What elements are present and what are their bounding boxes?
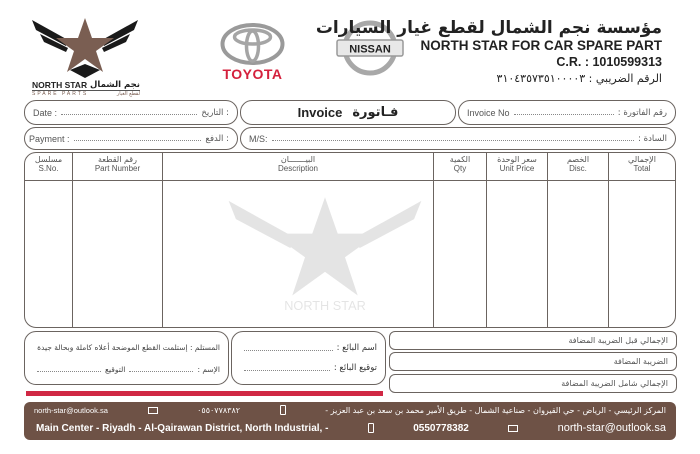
header-unit-price-en: Unit Price — [499, 163, 535, 173]
logo-brand-ar: نجم الشمال — [90, 80, 140, 90]
seller-name-line[interactable] — [244, 350, 333, 351]
header-total — [609, 153, 675, 181]
header-discount-en: Disc. — [569, 163, 587, 173]
footer-phone-ar: ٠٥٥٠٧٧٨٣٨٢ — [197, 405, 241, 415]
customer-ms-field[interactable] — [240, 127, 676, 150]
logo-sub-en: SPARE PARTS — [32, 91, 89, 97]
subtotal-field[interactable] — [389, 331, 677, 350]
company-info — [316, 18, 662, 85]
seller-signature-label: توقيع البائع : — [333, 363, 377, 373]
header-part-number-en: Part Number — [94, 163, 141, 173]
vat-field[interactable] — [389, 352, 677, 371]
mail-icon — [508, 425, 518, 432]
logo-sub-text — [32, 91, 140, 97]
ms-label-ar: السادة : — [638, 133, 667, 144]
receiver-box — [24, 331, 229, 385]
svg-text:NORTH STAR: NORTH STAR — [284, 298, 366, 310]
header-qty — [434, 153, 486, 181]
header-sno — [25, 153, 72, 181]
receiver-name-line[interactable] — [129, 371, 193, 372]
column-part-number[interactable] — [73, 153, 163, 327]
payment-dotted-line — [74, 140, 202, 141]
header-discount-ar: الخصم — [566, 155, 590, 164]
seller-signature-line[interactable] — [244, 370, 330, 371]
footer-bottom-row — [36, 422, 666, 434]
date-label-en: Date : — [33, 107, 58, 118]
date-field[interactable] — [24, 100, 238, 125]
column-qty[interactable] — [434, 153, 487, 327]
company-name-en: NORTH STAR FOR CAR SPARE PART — [420, 38, 662, 53]
header-total-en: Total — [633, 163, 651, 173]
header-qty-ar: الكمية — [449, 155, 471, 164]
footer-email-bottom[interactable]: north-star@outlook.sa — [557, 422, 666, 434]
footer-top-row — [34, 405, 666, 415]
footer-address-en: Main Center - Riyadh - Al-Qairawan District, North Industrial, - — [36, 422, 329, 434]
star-wings-icon — [30, 14, 140, 80]
commercial-registration: C.R. : 1010599313 — [556, 55, 662, 69]
north-star-logo — [30, 14, 140, 97]
receiver-name-label: الإسم : — [197, 364, 220, 374]
header-part-number-ar: رقم القطعة — [98, 155, 137, 164]
phone-icon — [280, 405, 286, 415]
footer-phone-en: 0550778382 — [413, 422, 469, 434]
mail-icon — [148, 407, 158, 414]
payment-label-ar: : الدفع — [205, 133, 229, 144]
header-unit-price — [487, 153, 547, 181]
seller-name-row[interactable] — [240, 343, 377, 353]
header-unit-price-ar: سعر الوحدة — [497, 155, 537, 164]
date-dotted-line — [61, 114, 197, 115]
invoice-title-en: Invoice — [297, 105, 343, 120]
invoice-no-label-ar: رقم الفاتورة : — [617, 107, 667, 118]
header-sno-ar: مسلسل — [34, 155, 63, 164]
column-total[interactable] — [609, 153, 675, 327]
toyota-emblem-icon — [215, 22, 290, 66]
footer-bar — [24, 402, 676, 440]
grand-total-field[interactable] — [389, 374, 677, 393]
seller-name-label: اسم البائع : — [336, 343, 377, 353]
toyota-logo — [215, 22, 290, 82]
ms-dotted-line — [272, 140, 635, 141]
subtotal-label: الإجمالي قبل الضريبة المضافة — [568, 336, 668, 345]
tax-number: الرقم الضريبي : ٣١٠٤٣٥٧٣٥١٠٠٠٠٣ — [496, 72, 662, 85]
invoice-title-ar: فـاتورة — [352, 105, 399, 120]
invoice-no-label-en: Invoice No — [467, 107, 510, 118]
column-unit-price[interactable] — [487, 153, 548, 327]
vat-label: الضريبة المضافة — [613, 357, 668, 366]
header-description-ar: البيـــــــان — [280, 155, 316, 164]
grand-total-label: الإجمالي شامل الضريبة المضافة — [561, 379, 668, 388]
phone-icon — [368, 423, 374, 433]
header-qty-en: Qty — [453, 163, 467, 173]
header-description — [163, 153, 433, 181]
invoice-no-dotted-line — [514, 114, 614, 115]
footer-email-top[interactable]: north-star@outlook.sa — [34, 405, 108, 415]
invoice-no-field[interactable] — [458, 100, 676, 125]
receiver-statement-row — [33, 343, 220, 352]
logo-brand-en: NORTH STAR — [32, 80, 88, 90]
logo-brand-text — [32, 80, 140, 91]
column-sno[interactable] — [25, 153, 73, 327]
date-label-ar: : التاريخ — [201, 107, 229, 118]
ms-label-en: M/S: — [249, 133, 268, 144]
payment-label-en: Payment : — [29, 133, 70, 144]
header-total-ar: الإجمالي — [628, 155, 656, 164]
header-description-en: Description — [277, 163, 318, 173]
toyota-wordmark: TOYOTA — [222, 66, 283, 82]
column-discount[interactable] — [548, 153, 609, 327]
receiver-name-row[interactable] — [33, 365, 220, 374]
red-divider — [26, 391, 383, 396]
header-sno-en: S.No. — [38, 163, 59, 173]
receiver-signature-line[interactable] — [37, 371, 101, 372]
receiver-statement: المستلم : إستلمت القطع الموضحة أعلاه كاملة وبحالة جيدة — [37, 342, 220, 352]
logo-sub-ar: لقطع الغيار — [116, 91, 140, 97]
seller-signature-row[interactable] — [240, 363, 377, 373]
header-discount — [548, 153, 608, 181]
company-name-ar: مؤسسة نجم الشمال لقطع غيار السيارات — [315, 18, 662, 38]
seller-box — [231, 331, 386, 385]
receiver-signature-label: التوقيع — [105, 364, 126, 374]
payment-field[interactable] — [24, 127, 238, 150]
north-star-watermark-icon — [225, 190, 425, 310]
footer-address-ar: المركز الرئيسي - الرياض - حي القيروان - صناعية الشمال - طريق الأمير محمد بن سعد بن عبد العزيز - — [325, 405, 666, 415]
invoice-title — [240, 100, 456, 125]
svg-text:NISSAN: NISSAN — [349, 43, 391, 56]
header-part-number — [73, 153, 162, 181]
